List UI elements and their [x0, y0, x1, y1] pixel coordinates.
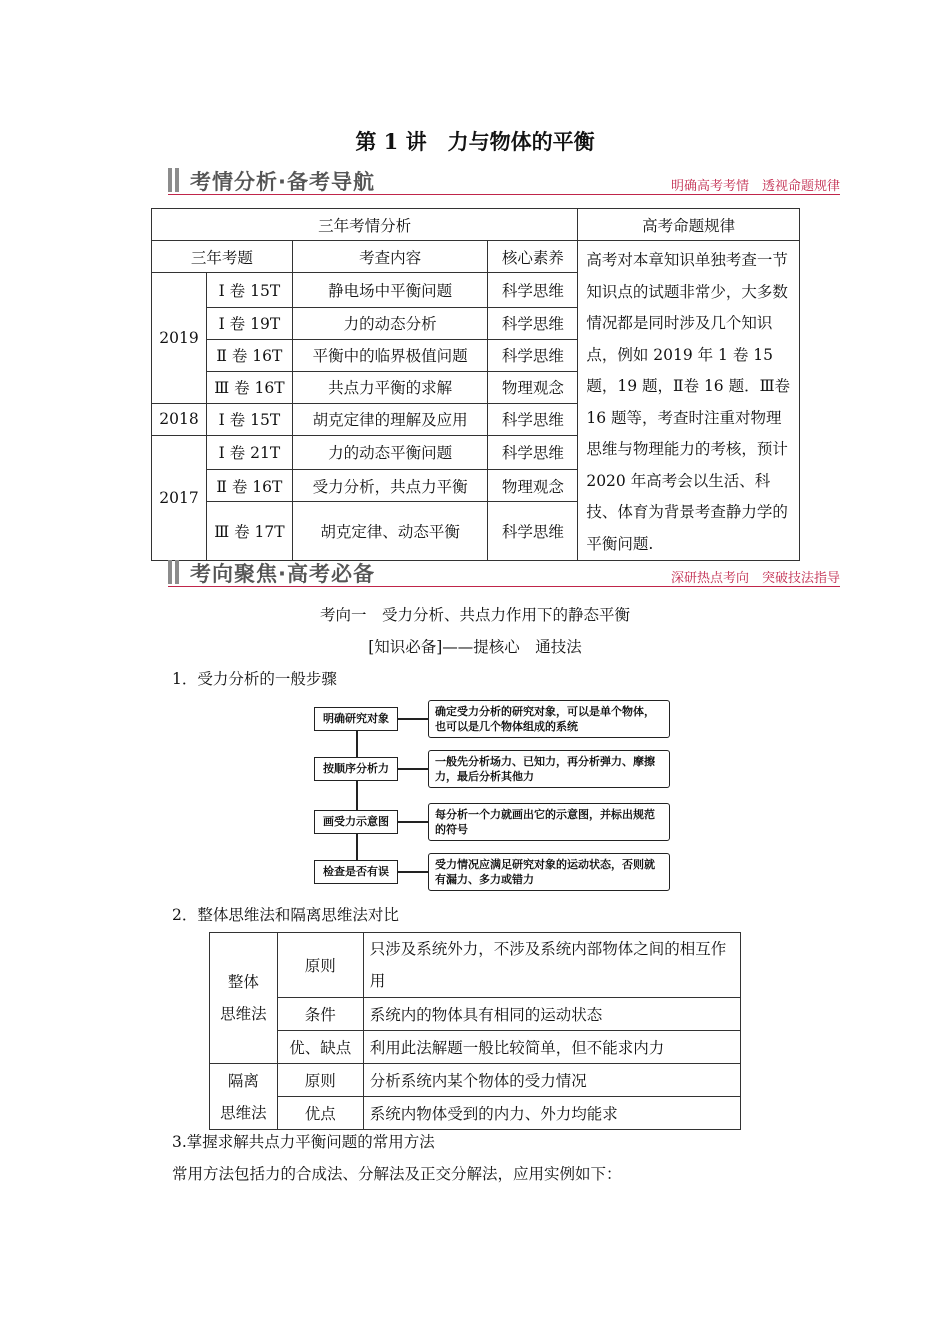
key-cell: 原则: [277, 1064, 363, 1097]
paper-cell: Ⅰ 卷 15T: [206, 273, 292, 308]
flow-arrow: [398, 768, 428, 770]
value-cell: 只涉及系统外力，不涉及系统内部物体之间的相互作用: [363, 933, 740, 998]
flow-arrow: [398, 821, 428, 823]
label-line: 整体: [227, 973, 259, 991]
flow-note: 每分析一个力就画出它的示意图，并标出规范的符号: [428, 803, 670, 841]
table-row: [210, 998, 741, 1031]
content-cell: 胡克定律的理解及应用: [292, 403, 488, 435]
page-title: 第 1 讲 力与物体的平衡: [355, 129, 595, 154]
literacy-cell: 科学思维: [488, 403, 578, 435]
paper-cell: Ⅰ 卷 19T: [206, 307, 292, 339]
value-cell: 系统内的物体具有相同的运动状态: [363, 998, 740, 1031]
banner-bars-icon: [168, 560, 182, 584]
col-header-year: 三年考题: [152, 241, 293, 273]
flow-note: 确定受力分析的研究对象，可以是单个物体，也可以是几个物体组成的系统: [428, 700, 670, 738]
flow-step: 明确研究对象: [314, 707, 398, 731]
banner-bars-icon: [168, 168, 182, 192]
label-line: 思维法: [220, 1103, 267, 1122]
content-cell: 力的动态分析: [292, 307, 488, 339]
table-row: [210, 1097, 741, 1130]
banner-title: 考向聚焦·高考必备: [190, 562, 375, 586]
content-cell: 静电场中平衡问题: [292, 273, 488, 308]
section-banner-analysis: [168, 166, 840, 195]
literacy-cell: 物理观念: [488, 371, 578, 403]
flow-arrow: [398, 718, 428, 720]
table-row: [210, 933, 741, 998]
content-cell: 平衡中的临界极值问题: [292, 339, 488, 371]
year-cell: 2019: [152, 273, 207, 404]
paper-cell: Ⅱ 卷 16T: [206, 339, 292, 371]
literacy-cell: 科学思维: [488, 435, 578, 470]
section-title: 考向一 受力分析、共点力作用下的静态平衡: [319, 606, 630, 624]
value-cell: 系统内物体受到的内力、外力均能求: [363, 1097, 740, 1130]
literacy-cell: 科学思维: [488, 307, 578, 339]
item-heading-2: 2．整体思维法和隔离思维法对比: [172, 906, 399, 924]
paper-cell: Ⅰ 卷 15T: [206, 403, 292, 435]
key-cell: 优、缺点: [277, 1031, 363, 1064]
paragraph-methods: 常用方法包括力的合成法、分解法及正交分解法，应用实例如下：: [172, 1165, 622, 1183]
content-cell: 共点力平衡的求解: [292, 371, 488, 403]
table-header-analysis: 三年考情分析: [152, 209, 578, 241]
paper-cell: Ⅱ 卷 16T: [206, 470, 292, 502]
flow-step: 按顺序分析力: [314, 757, 398, 781]
exam-analysis-table: [151, 208, 800, 561]
item-heading-3: 3.掌握求解共点力平衡问题的常用方法: [172, 1133, 435, 1151]
content-cell: 受力分析，共点力平衡: [292, 470, 488, 502]
label-line: 隔离: [227, 1071, 259, 1090]
content-cell: 力的动态平衡问题: [292, 435, 488, 470]
col-header-content: 考查内容: [292, 241, 488, 273]
flow-step: 画受力示意图: [314, 810, 398, 834]
col-header-literacy: 核心素养: [488, 241, 578, 273]
literacy-cell: 科学思维: [488, 339, 578, 371]
flow-note: 一般先分析场力、已知力，再分析弹力、摩擦力，最后分析其他力: [428, 750, 670, 788]
item-heading-1: 1．受力分析的一般步骤: [172, 670, 337, 688]
key-cell: 条件: [277, 998, 363, 1031]
literacy-cell: 科学思维: [488, 273, 578, 308]
banner-subtitle: 明确高考考情 透视命题规律: [670, 179, 840, 194]
value-cell: 分析系统内某个物体的受力情况: [363, 1064, 740, 1097]
table-row: [210, 1064, 741, 1097]
label-line: 思维法: [220, 1005, 267, 1023]
key-cell: 原则: [277, 933, 363, 998]
flow-arrow: [398, 871, 428, 873]
paper-cell: Ⅰ 卷 21T: [206, 435, 292, 470]
year-cell: 2018: [152, 403, 207, 435]
method-label-isolation: [210, 1064, 278, 1130]
flow-connector: [356, 718, 358, 868]
flow-step: 检查是否有误: [314, 860, 398, 884]
table-header-rules: 高考命题规律: [578, 209, 800, 241]
year-cell: 2017: [152, 435, 207, 561]
paper-cell: Ⅲ 卷 17T: [206, 502, 292, 561]
flow-note: 受力情况应满足研究对象的运动状态，否则就有漏力、多力或错力: [428, 853, 670, 891]
value-cell: 利用此法解题一般比较简单，但不能求内力: [363, 1031, 740, 1064]
table-row: [210, 1031, 741, 1064]
section-banner-focus: [168, 558, 840, 587]
section-subtitle: [知识必备]——提核心 通技法: [368, 638, 582, 656]
literacy-cell: 物理观念: [488, 470, 578, 502]
method-label-whole: [210, 933, 278, 1064]
banner-title: 考情分析·备考导航: [190, 170, 375, 194]
rule-text: 高考对本章知识单独考查一节知识点的试题非常少，大多数情况都是同时涉及几个知识点，例如 2019 年 1 卷 15 题，19 题，Ⅱ卷 16 题．Ⅲ卷 16 题等，考查时注重对物理思维与物理能力的考核，预计 2020 年高考会以生活、科技、体育为背景考查静力学的平衡问题.: [578, 241, 800, 561]
paper-cell: Ⅲ 卷 16T: [206, 371, 292, 403]
literacy-cell: 科学思维: [488, 502, 578, 561]
banner-subtitle: 深研热点考向 突破技法指导: [670, 571, 840, 586]
content-cell: 胡克定律、动态平衡: [292, 502, 488, 561]
method-comparison-table: [209, 932, 741, 1130]
key-cell: 优点: [277, 1097, 363, 1130]
